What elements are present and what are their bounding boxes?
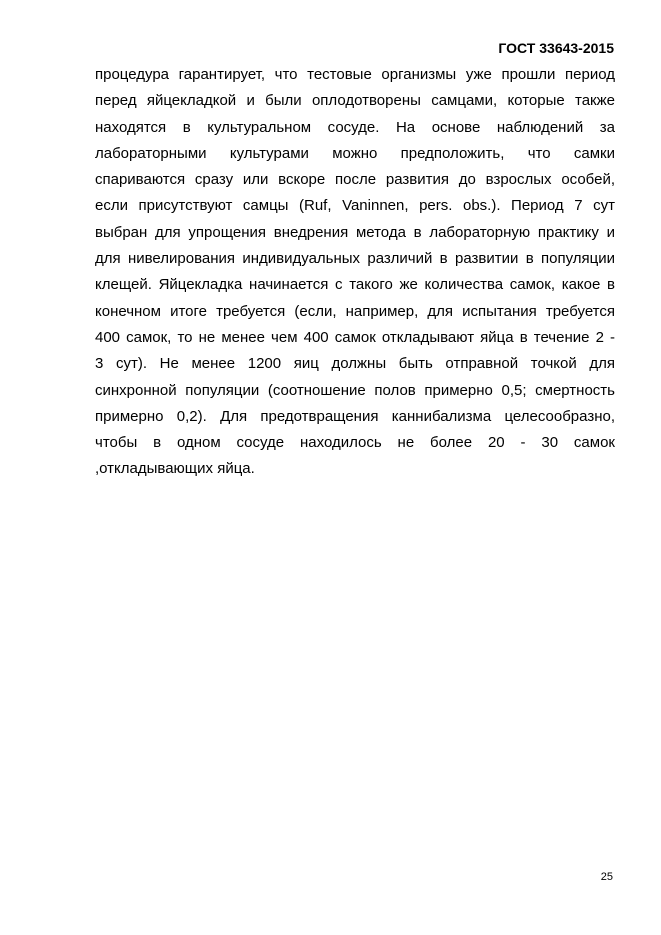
paragraph-line: процедура гарантирует, что тестовые организмы уже прошли период (95, 66, 615, 83)
page-number: 25 (600, 871, 613, 883)
paragraph-line: чтобы в одном сосуде находилось не более 20 - 30 самок (95, 434, 615, 452)
paragraph-line: спариваются сразу или вскоре после развития до взрослых особей, (95, 171, 615, 189)
paragraph-line: ,откладывающих яйца. (95, 460, 255, 478)
document-code: ГОСТ 33643-2015 (498, 40, 614, 56)
paragraph-line: выбран для упрощения внедрения метода в лабораторную практику и (95, 223, 615, 241)
body-paragraph (95, 62, 615, 483)
paragraph-line: находятся в культуральном сосуде. На основе наблюдений за (95, 118, 615, 136)
paragraph-line: клещей. Яйцекладка начинается с такого же количества самок, какое в (95, 276, 615, 294)
paragraph-line: примерно 0,2). Для предотвращения каннибализма целесообразно, (95, 407, 615, 425)
paragraph-line: лабораторными культурами можно предположить, что самки (95, 144, 615, 162)
paragraph-line: синхронной популяции (соотношение полов примерно 0,5; смертность (95, 381, 615, 399)
paragraph-line: для нивелирования индивидуальных различий в развитии в популяции (95, 250, 615, 268)
paragraph-line: 400 самок, то не менее чем 400 самок откладывают яйца в течение 2 - (95, 328, 615, 346)
paragraph-line: конечном итоге требуется (если, например, для испытания требуется (95, 302, 615, 320)
paragraph-line: если присутствуют самцы (Ruf, Vaninnen, pers. obs.). Период 7 сут (95, 197, 615, 215)
paragraph-line: перед яйцекладкой и были оплодотворены самцами, которые также (95, 92, 615, 110)
paragraph-line: 3 сут). Не менее 1200 яиц должны быть отправной точкой для (95, 355, 615, 373)
